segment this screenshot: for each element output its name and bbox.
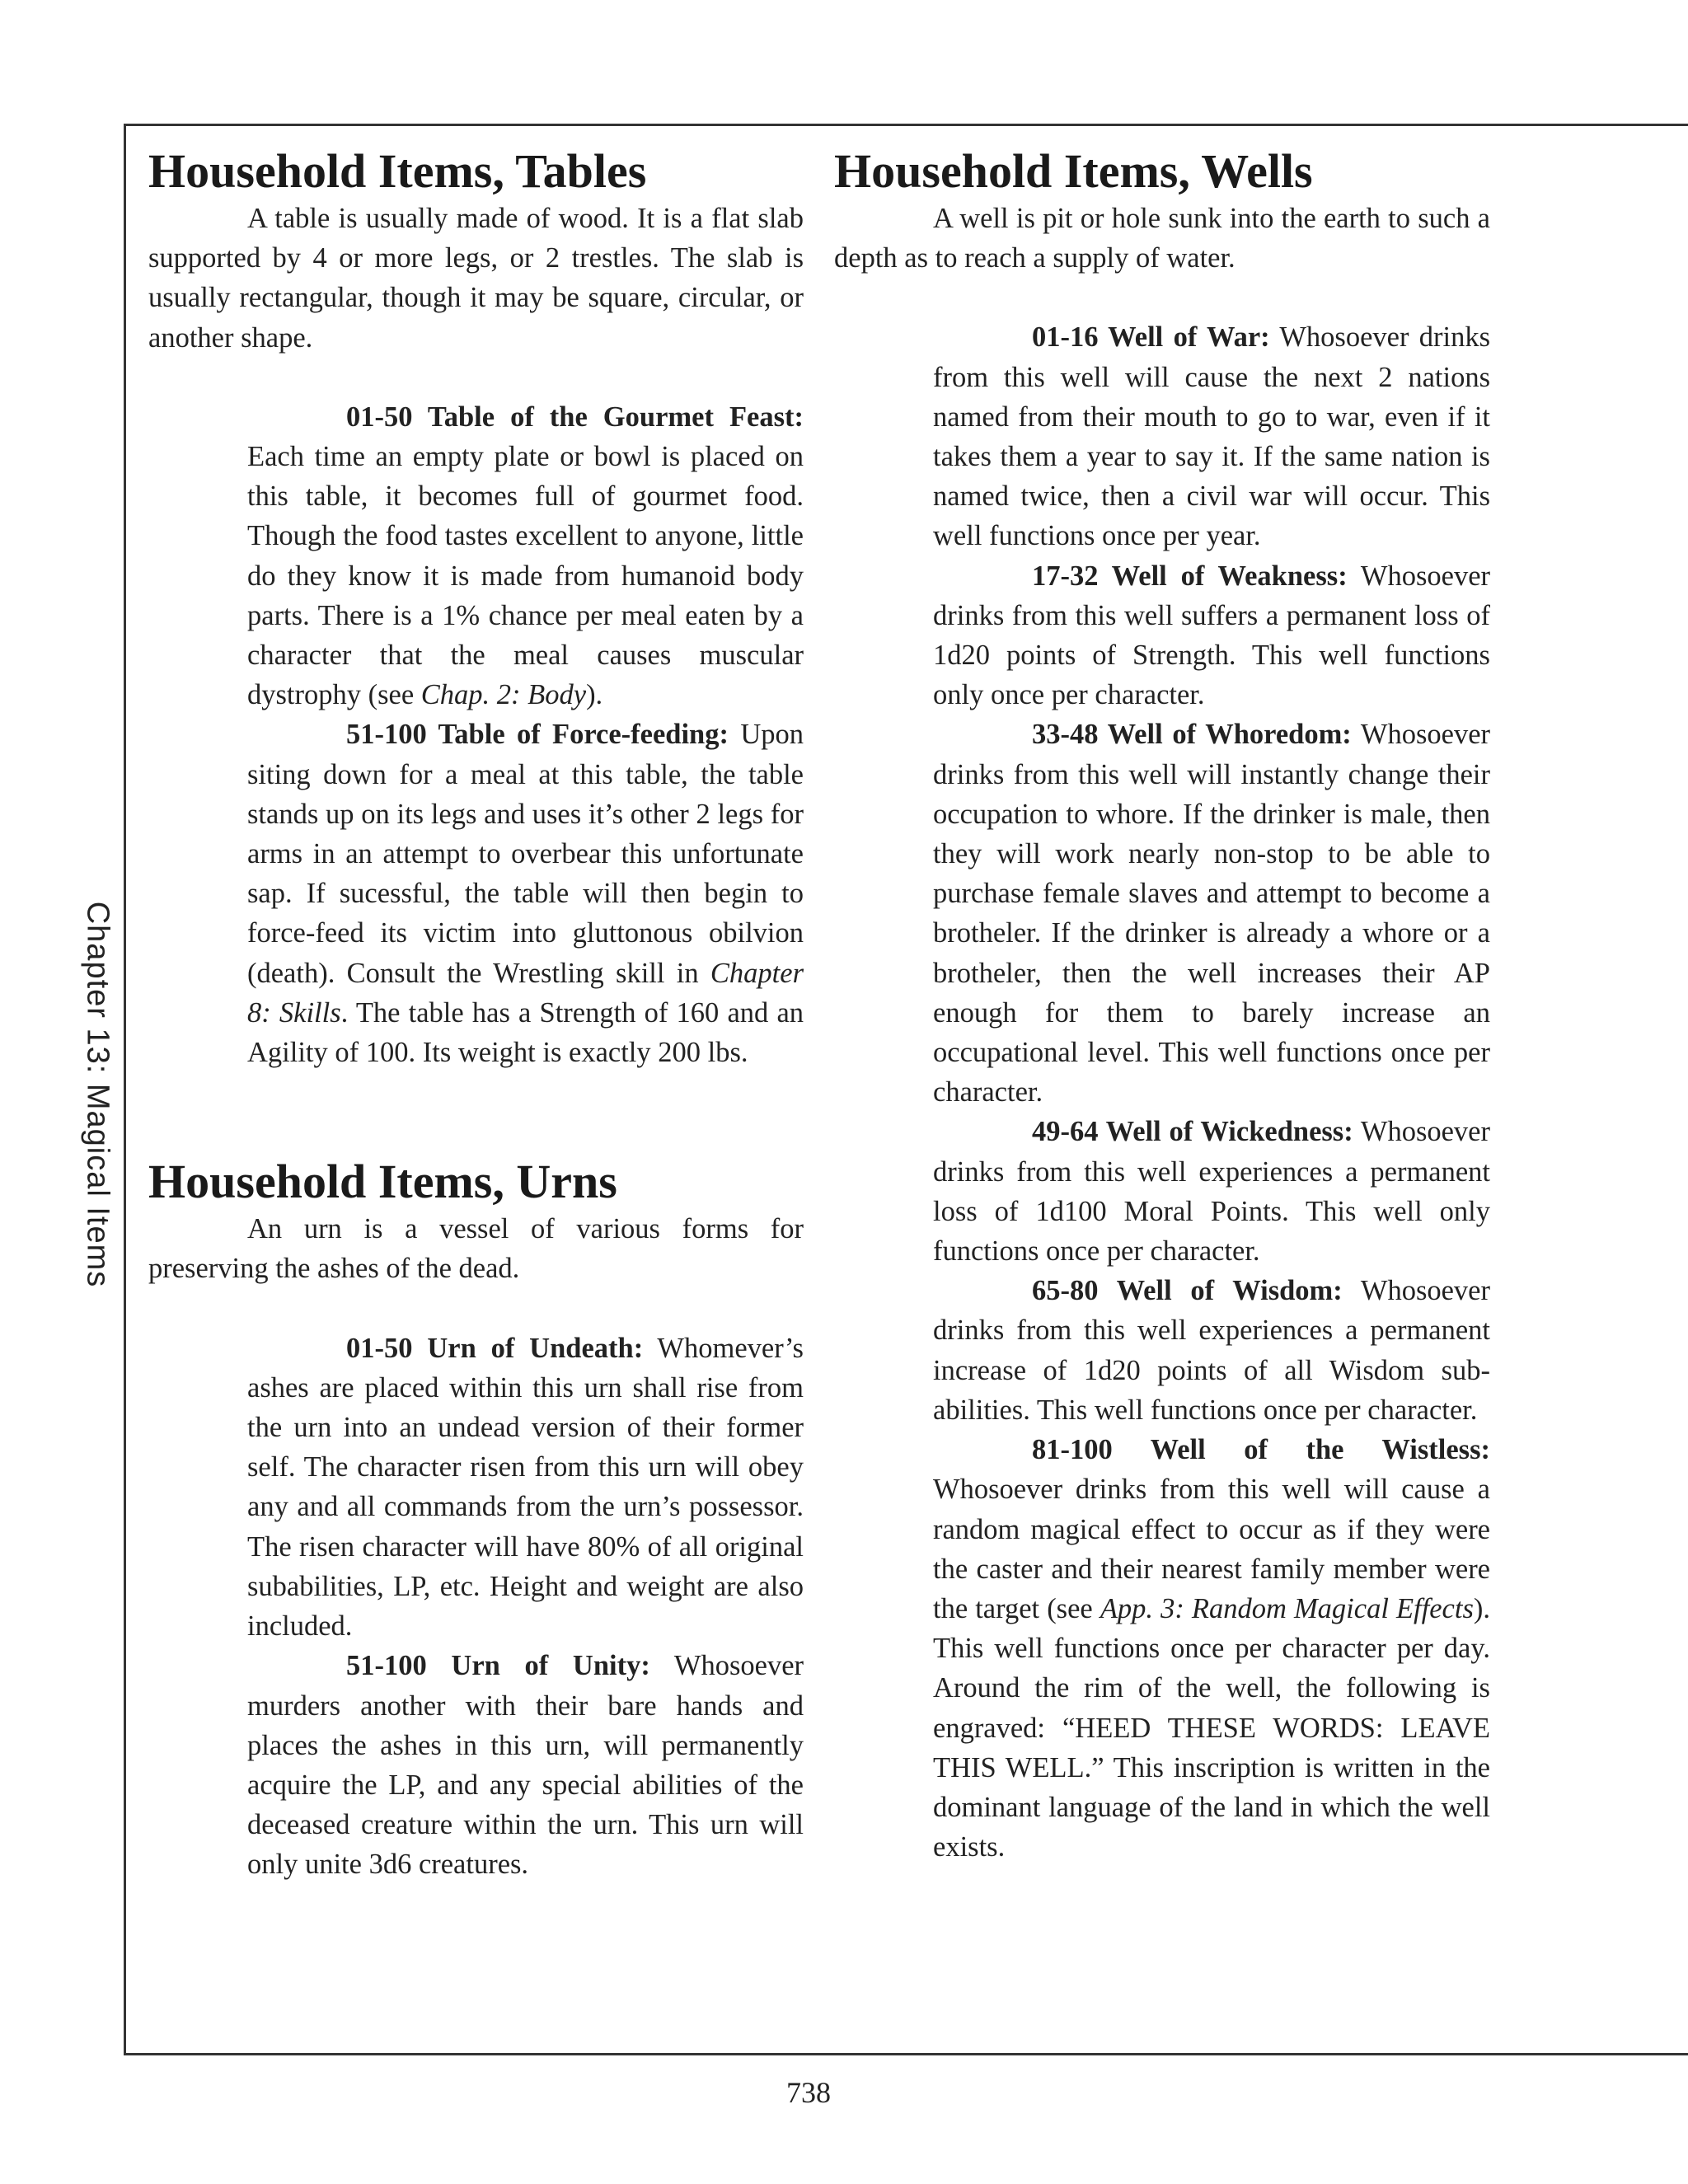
right-column	[834, 144, 1490, 1867]
entry-reference: Chap. 2: Body	[420, 679, 587, 711]
table-entry-force-feeding	[247, 715, 804, 1072]
entry-label: 51-100 Table of Force-feeding:	[346, 719, 729, 751]
entry-label: 01-50 Table of the Gourmet Feast:	[346, 401, 804, 433]
urns-intro: An urn is a vessel of various forms for preserving the ashes of the dead.	[148, 1213, 804, 1285]
entry-label: 01-16 Well of War:	[1032, 321, 1270, 354]
urn-entry-unity	[247, 1646, 804, 1884]
entry-text: Whosoever drinks from this well suffers a permanent loss of 1d20 points of Strength. This well functions only once per character.	[933, 560, 1490, 711]
well-entry-wisdom	[933, 1271, 1490, 1430]
well-entry-weakness	[933, 556, 1490, 715]
well-entry-wistless	[933, 1430, 1490, 1867]
entry-label: 49-64 Well of Wickedness:	[1032, 1116, 1353, 1148]
entry-label: 17-32 Well of Weakness:	[1032, 560, 1348, 592]
entry-text: Whosoever drinks from this well will instantly change their occupation to whore. If the drinker is male, then they will work nearly non-stop to be able to purchase female slaves and attempt to become a brotheler. If the drinker is already a whore or a brotheler, then the well increases their AP enough for them to barely increase an occupational level. This well functions once per character.	[933, 719, 1491, 1108]
wells-heading: Household Items, Wells	[834, 144, 1313, 198]
entry-text-tail: ).	[586, 679, 603, 711]
urn-entry-undeath	[247, 1329, 804, 1647]
chapter-side-label: Chapter 13: Magical Items	[80, 901, 115, 1288]
entry-label: 33-48 Well of Whoredom:	[1032, 719, 1352, 751]
entry-text: Whosoever murders another with their bare hands and places the ashes in this urn, will permanently acquire the LP, and any special abilities of the deceased creature within the urn. This urn will only unite 3d6 creatures.	[247, 1650, 804, 1881]
entry-label: 65-80 Well of Wisdom:	[1032, 1275, 1343, 1307]
page-number: 738	[786, 2076, 831, 2109]
entry-text: Upon siting down for a meal at this table, the table stands up on its legs and uses it’s other 2 legs for arms in an attempt to overbear this unfortunate sap. If sucessful, the table will then begin to force-feed its victim into gluttonous obilvion (death). Consult the Wrestling skill in	[247, 719, 804, 989]
page-frame-bottom	[124, 2053, 1688, 2055]
tables-intro: A table is usually made of wood. It is a flat slab supported by 4 or more legs, or 2 trestles. The slab is usually rectangular, though it may be square, circular, or another shape.	[148, 203, 804, 354]
well-entry-war	[933, 317, 1490, 555]
well-entry-whoredom	[933, 715, 1490, 1112]
table-entry-gourmet-feast	[247, 397, 804, 715]
entry-label: 81-100 Well of the Wistless:	[1032, 1434, 1490, 1466]
entry-text: Whosoever drinks from this well experiences a permanent loss of 1d100 Moral Points. This well only functions once per character.	[933, 1116, 1490, 1268]
entry-text-tail: ). This well functions once per character per day. Around the rim of the well, the following is engraved: “HEED THESE WORDS: LEAVE THIS WELL.” This inscription is written in the dominant language of the land in which the well exists.	[933, 1592, 1490, 1863]
urns-heading: Household Items, Urns	[148, 1155, 617, 1209]
entry-text: Whosoever drinks from this well will cause the next 2 nations named from their mouth to go to war, even if it takes them a year to say it. If the same nation is named twice, then a civil war will occur. This well functions once per year.	[933, 321, 1490, 552]
page-frame-top	[124, 124, 1688, 126]
entry-label: 01-50 Urn of Undeath:	[346, 1332, 644, 1364]
page-frame-left	[124, 124, 126, 2055]
entry-text-tail: . The table has a Strength of 160 and an Agility of 100. Its weight is exactly 200 lbs.	[247, 996, 804, 1069]
wells-intro: A well is pit or hole sunk into the earth to such a depth as to reach a supply of water.	[834, 203, 1490, 274]
left-column	[148, 144, 804, 1885]
entry-text: Whosoever drinks from this well will cause a random magical effect to occur as if they were the caster and their nearest family member were the target (see	[933, 1474, 1490, 1624]
tables-heading: Household Items, Tables	[148, 144, 647, 198]
entry-label: 51-100 Urn of Unity:	[346, 1650, 650, 1682]
entry-reference: App. 3: Random Magical Effects	[1100, 1592, 1474, 1624]
entry-text: Each time an empty plate or bowl is placed on this table, it becomes full of gourmet food. Though the food tastes excellent to anyone, little do they know it is made from humanoid body parts. There is a 1% chance per meal eaten by a character that the meal causes muscular dystrophy (see	[247, 441, 804, 711]
well-entry-wickedness	[933, 1112, 1490, 1271]
entry-text: Whomever’s ashes are placed within this urn shall rise from the urn into an undead version of their former self. The character risen from this urn will obey any and all commands from the urn’s possessor. The risen character will have 80% of all original subabilities, LP, etc. Height and weight are also included.	[247, 1332, 804, 1643]
entry-reference: Chapter 8: Skills	[247, 957, 804, 1029]
entry-text: Whosoever drinks from this well experiences a permanent increase of 1d20 points of all Wisdom sub-abilities. This well functions once per character.	[933, 1275, 1490, 1426]
